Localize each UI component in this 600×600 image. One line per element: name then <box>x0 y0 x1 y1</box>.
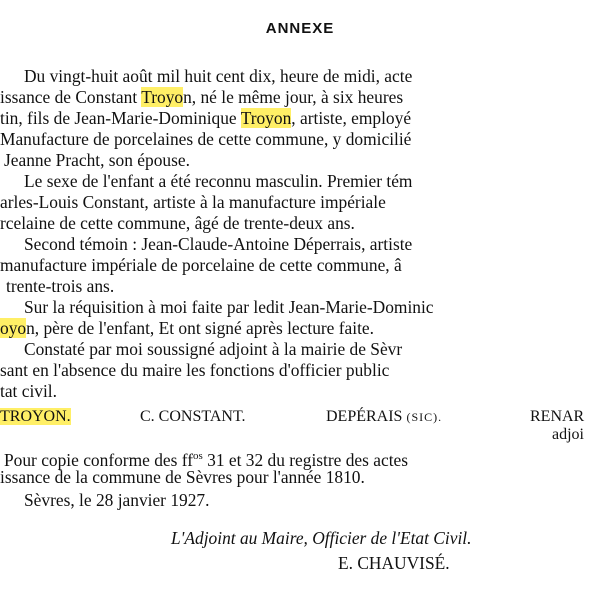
body-line <box>0 108 600 128</box>
signature-renard: RENAR <box>530 408 585 425</box>
body-line <box>0 255 599 275</box>
body-line <box>0 87 598 107</box>
text-run: n, né le même jour, à six heures <box>183 87 404 107</box>
text-run: 31 et 32 du registre des actes <box>202 449 409 470</box>
body-line <box>0 318 530 338</box>
body-line <box>24 297 599 317</box>
body-line <box>24 234 599 254</box>
body-line <box>0 381 80 401</box>
text-run: arles-Louis Constant, artiste à la manufacture impériale <box>0 192 386 212</box>
text-run: , artiste, employé <box>291 108 412 128</box>
highlighted-name: Troyon <box>240 108 292 128</box>
text-run: Sur la réquisition à moi faite par ledit Jean-Marie-Dominic <box>24 297 434 317</box>
text-run: sant en l'absence du maire les fonctions d'officier public <box>0 360 390 380</box>
body-line <box>24 339 599 359</box>
document-heading: ANNEXE <box>265 20 335 37</box>
place-date: Sèvres, le 28 janvier 1927. <box>24 490 210 510</box>
text-run: Pour copie conforme des ff <box>4 449 193 470</box>
text-run: Constaté par moi soussigné adjoint à la mairie de Sèvr <box>24 339 403 359</box>
text-run: Du vingt-huit août mil huit cent dix, heure de midi, acte <box>24 66 413 86</box>
signature-deperrais: DEPÉRAIS (SIC). <box>326 408 443 425</box>
body-line <box>0 213 522 233</box>
body-line <box>0 360 599 380</box>
text-run: Second témoin : Jean-Claude-Antoine Déperrais, artiste <box>24 234 413 254</box>
copy-line <box>0 467 522 487</box>
body-line <box>24 66 599 86</box>
body-line <box>4 150 244 170</box>
text-run: n, père de l'enfant, Et ont signé après lecture faite. <box>26 318 374 338</box>
highlighted-name: oyo <box>0 318 27 338</box>
text-run: trente-trois ans. <box>6 276 115 296</box>
signature-troyon: TROYON. <box>0 408 71 425</box>
highlighted-name: Troyo <box>141 87 184 107</box>
body-line <box>24 171 599 191</box>
body-line <box>0 129 598 149</box>
text-run: Jeanne Pracht, son épouse. <box>4 150 190 170</box>
text-run: tat civil. <box>0 381 57 401</box>
body-line <box>6 276 166 296</box>
signature-constant: C. CONSTANT. <box>140 408 246 425</box>
text-run: Manufacture de porcelaines de cette commune, y domicilié <box>0 129 412 149</box>
official-name: E. CHAUVISÉ. <box>338 553 450 573</box>
text-run: issance de Constant <box>0 87 142 107</box>
sic-note: (SIC). <box>406 410 443 424</box>
superscript: os <box>193 450 203 462</box>
text-run: tin, fils de Jean-Marie-Dominique <box>0 108 241 128</box>
body-line <box>0 192 598 212</box>
text-run: manufacture impériale de porcelaine de cette commune, â <box>0 255 402 275</box>
text-run: rcelaine de cette commune, âgé de trente-deux ans. <box>0 213 355 233</box>
official-title: L'Adjoint au Maire, Officier de l'Etat Civil. <box>171 528 472 548</box>
text-run: Le sexe de l'enfant a été reconnu masculin. Premier tém <box>24 171 413 191</box>
text-run: issance de la commune de Sèvres pour l'année 1810. <box>0 467 365 487</box>
signature-adjoint: adjoi <box>552 426 584 443</box>
